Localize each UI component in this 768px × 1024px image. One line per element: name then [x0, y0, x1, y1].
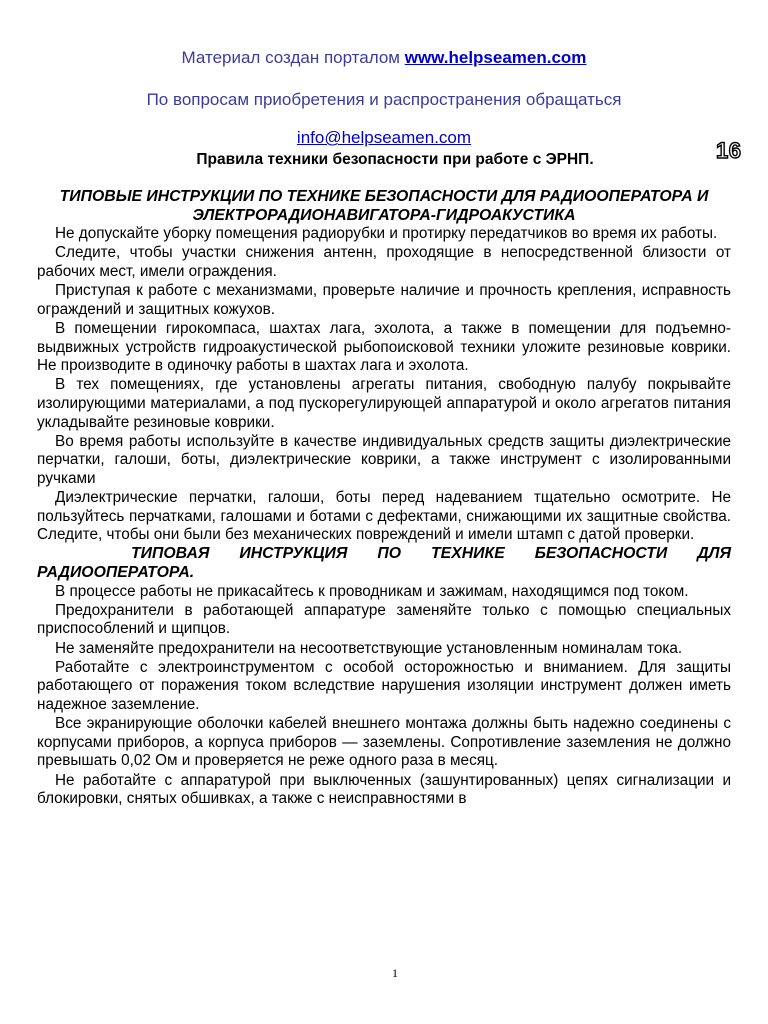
paragraph: В тех помещениях, где установлены агрегаты питания, свободную палубу покрывайте изолирующими материалами, а под пускорегулирующей аппаратурой и около агрегатов питания укладывайте резиновые коврики.: [37, 376, 731, 431]
paragraph: Диэлектрические перчатки, галоши, боты перед надеванием тщательно осмотрите. Не пользуйтесь перчатками, галошами и ботами с дефектами, снижающими их защитные свойства. Следите, чтобы они были без механических повреждений и имели штамп с датой проверки.: [37, 489, 731, 544]
header-portal-text: Материал создан порталом: [181, 48, 405, 67]
header-email-line: [0, 128, 768, 148]
portal-link[interactable]: www.helpseamen.com: [404, 48, 587, 67]
paragraph: Предохранители в работающей аппаратуре заменяйте только с помощью специальных приспособлений и щипцов.: [37, 601, 731, 638]
section-heading: ТИПОВЫЕ ИНСТРУКЦИИ ПО ТЕХНИКЕ БЕЗОПАСНОСТИ ДЛЯ РАДИООПЕРАТОРА И ЭЛЕКТРОРАДИОНАВИГАТОРА-ГИДРОАКУСТИКА: [59, 188, 709, 224]
paragraph: В процессе работы не прикасайтесь к проводникам и зажимам, находящимся под током.: [55, 582, 689, 600]
paragraph: Не заменяйте предохранители на несоответствующие установленным номиналам тока.: [55, 639, 683, 657]
page-number: 1: [392, 966, 398, 980]
paragraph: В помещении гирокомпаса, шахтах лага, эхолота, а также в помещении для подъемно-выдвижных устройств гидроакустической рыбопоисковой техники уложите резиновые коврики. Не производите в одиночку работы в шахтах лага и эхолота.: [37, 319, 731, 375]
paragraph: Все экранирующие оболочки кабелей внешнего монтажа должны быть надежно соединены с корпусами приборов, а корпуса приборов — заземлены. Сопротивление заземления не должно превышать 0,02 Ом и проверяется не реже одного раза в месяц.: [37, 715, 731, 770]
paragraph: Не допускайте уборку помещения радиорубки и протирку передатчиков во время их работы.: [55, 225, 718, 243]
paragraph: Следите, чтобы участки снижения антенн, проходящие в непосредственной близости от рабочих мест, имели ограждения.: [37, 244, 731, 280]
page-badge: 16: [716, 138, 742, 163]
paragraph: Не работайте с аппаратурой при выключенных (зашунтированных) цепях сигнализации и блокировки, снятых обшивках, а также с неисправностями в: [37, 771, 731, 808]
paragraph: Приступая к работе с механизмами, проверьте наличие и прочность крепления, исправность ограждений и защитных кожухов.: [37, 282, 731, 318]
document-body: [37, 188, 731, 809]
paragraph: Во время работы используйте в качестве индивидуальных средств защиты диэлектрические перчатки, галоши, боты, диэлектрические коврики, а также инструмент с изолированными ручками: [37, 432, 731, 487]
document-title: Правила техники безопасности при работе с ЭРНП.: [196, 151, 594, 168]
email-link[interactable]: info@helpseamen.com: [296, 128, 472, 147]
header-portal-line: [0, 48, 768, 68]
header-contact-line: По вопросам приобретения и распространения обращаться: [146, 90, 622, 109]
section-heading: ТИПОВАЯ ИНСТРУКЦИЯ ПО ТЕХНИКЕ БЕЗОПАСНОСТИ ДЛЯ РАДИООПЕРАТОРА.: [37, 545, 731, 582]
paragraph: Работайте с электроинструментом с особой осторожностью и вниманием. Для защиты работающего от поражения током вследствие нарушения изоляции инструмент должен иметь надежное заземление.: [37, 658, 731, 713]
